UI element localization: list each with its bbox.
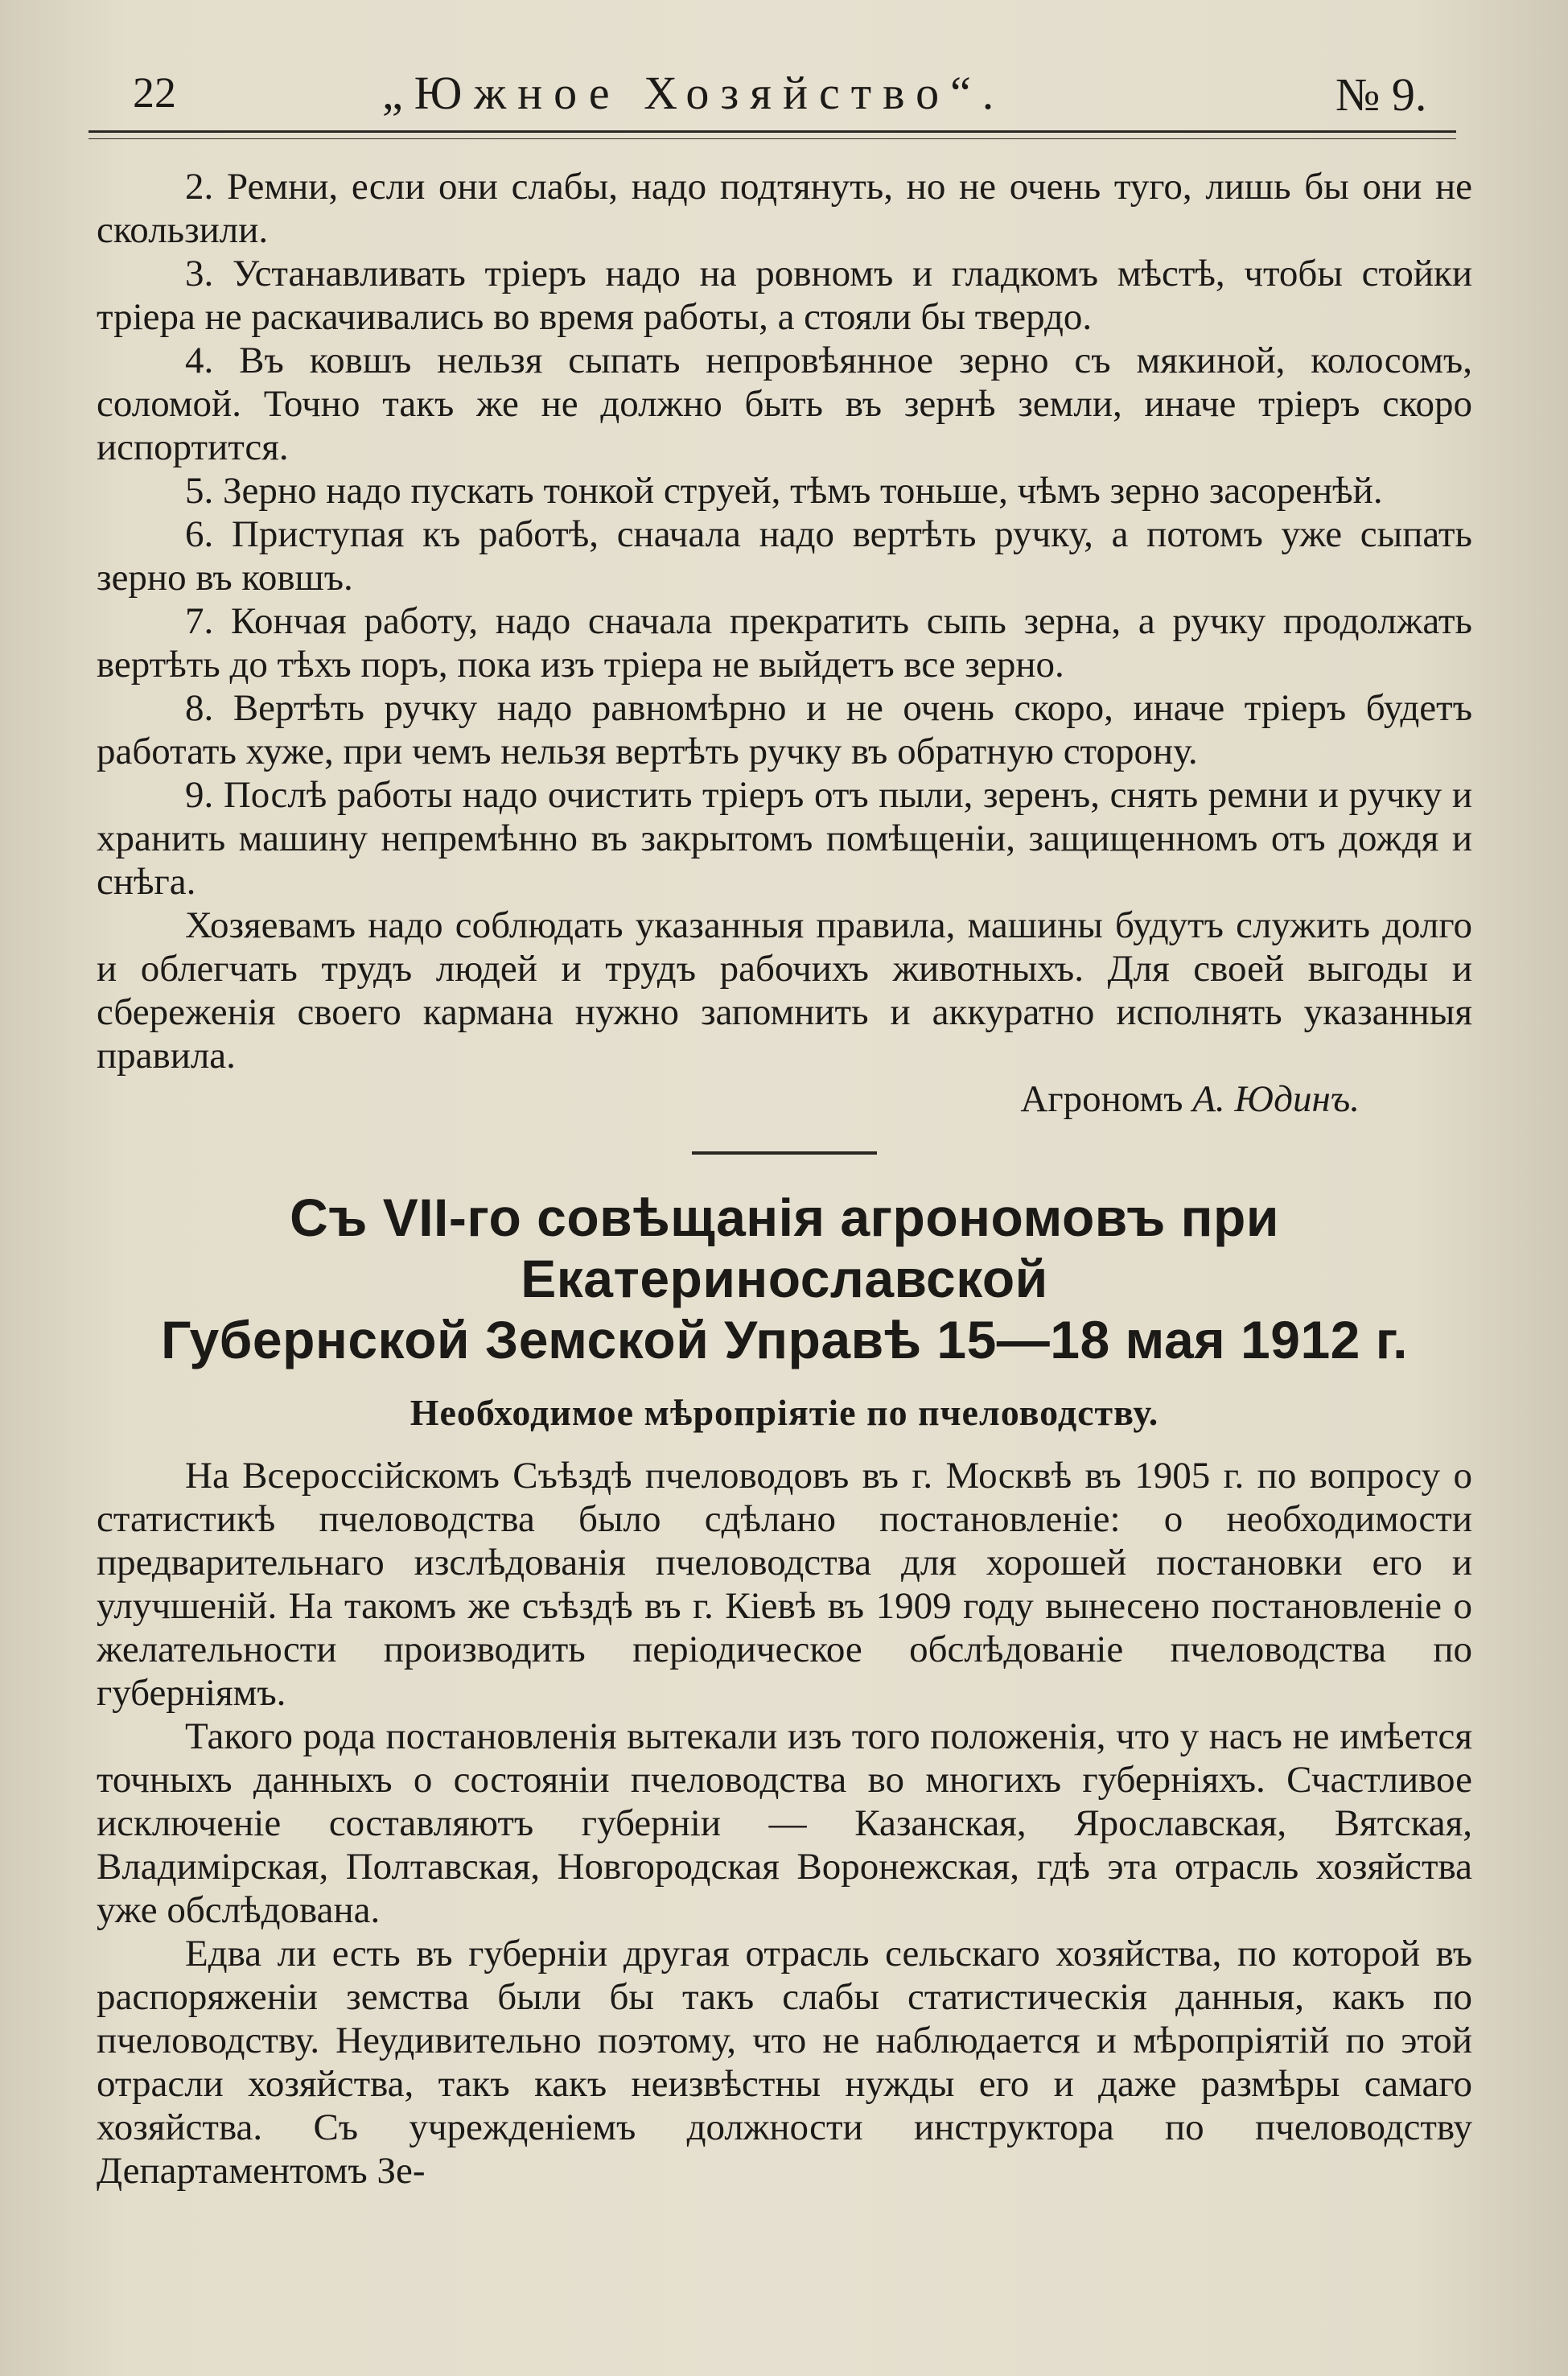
list-item: 3. Устанавливать тріеръ надо на ровномъ и гладкомъ мѣстѣ, чтобы стойки тріера не раскачивались во время работы, а стояли бы твердо. — [97, 253, 1472, 338]
list-item: 2. Ремни, если они слабы, надо подтянуть, но не очень туго, лишь бы они не скользили. — [97, 166, 1472, 251]
paragraph: Такого рода постановленія вытекали изъ того положенія, что у насъ не имѣется точныхъ данныхъ о состояніи пчеловодства во многихъ губерніяхъ. Счастливое исключеніе составляютъ губерніи — Казанская, Ярославская, Вятская, Владимірская, Полтавская, Новгородская Воронежская, гдѣ эта отрасль хозяйства уже обслѣдована. — [97, 1715, 1472, 1931]
paragraph: Едва ли есть въ губерніи другая отрасль сельскаго хозяйства, по которой въ распоряженіи земства были бы такъ слабы статистическія данныя, какъ по пчеловодству. Неудивительно поэтому, что не наблюдается и мѣропріятій по этой отрасли хозяйства, такъ какъ неизвѣстны нужды его и даже размѣры самаго хозяйства. Съ учрежденіемъ должности инструктора по пчеловодству Департаментомъ Зе- — [97, 1933, 1472, 2192]
running-header — [88, 63, 1456, 127]
list-item: 9. Послѣ работы надо очистить тріеръ отъ пыли, зеренъ, снять ремни и ручку и хранить машину непремѣнно въ закрытомъ помѣщеніи, защищенномъ отъ дождя и снѣга. — [97, 774, 1472, 903]
journal-title: „Южное Хозяйство“. — [382, 67, 1006, 119]
paragraph: На Всероссійскомъ Съѣздѣ пчеловодовъ въ г. Москвѣ въ 1905 г. по вопросу о статистикѣ пчеловодства было сдѣлано постановленіе: о необходимости предварительнаго изслѣдованія пчеловодства для хорошей постановки его и улучшеній. На такомъ же съѣздѣ въ г. Кіевѣ въ 1909 году вынесено постановленіе о желательности производить періодическое обслѣдованіе пчеловодства по губерніямъ. — [97, 1455, 1472, 1714]
header-rule-thin — [88, 138, 1456, 139]
page-number: 22 — [133, 68, 176, 117]
list-item: 6. Приступая къ работѣ, сначала надо вертѣть ручку, а потомъ уже сыпать зерно въ ковшъ. — [97, 513, 1472, 599]
article-subtitle: Необходимое мѣропріятіе по пчеловодству. — [409, 1392, 1159, 1433]
section-divider — [692, 1151, 877, 1155]
article-title-line-1: Съ VII-го совѣщанія агрономовъ при Екатеринославской — [290, 1188, 1279, 1308]
page-body — [97, 165, 1472, 2193]
header-rule-thick — [88, 130, 1456, 133]
signature — [97, 1077, 1472, 1121]
issue-number: № 9. — [1335, 68, 1427, 121]
list-item: 5. Зерно надо пускать тонкой струей, тѣмъ тоньше, чѣмъ зерно засоренѣй. — [185, 470, 1383, 512]
list-item: 8. Вертѣть ручку надо равномѣрно и не очень скоро, иначе тріеръ будетъ работать хуже, при чемъ нельзя вертѣть ручку въ обратную сторону. — [97, 687, 1472, 772]
signature-name: А. Юдинъ. — [1192, 1078, 1360, 1120]
closing-paragraph: Хозяевамъ надо соблюдать указанныя правила, машины будутъ служить долго и облегчать трудъ людей и трудъ рабочихъ животныхъ. Для своей выгоды и сбереженія своего кармана нужно запомнить и аккуратно исполнять указанныя правила. — [97, 904, 1472, 1077]
article-title-line-2: Губернской Земской Управѣ 15—18 мая 1912 г. — [161, 1310, 1408, 1369]
signature-role: Агрономъ — [1020, 1078, 1183, 1120]
list-item: 4. Въ ковшъ нельзя сыпать непровѣянное зерно съ мякиной, колосомъ, соломой. Точно такъ же не должно быть въ зернѣ земли, иначе тріеръ скоро испортится. — [97, 340, 1472, 468]
list-item: 7. Кончая работу, надо сначала прекратить сыпь зерна, а ручку продолжать вертѣть до тѣхъ поръ, пока изъ тріера не выйдетъ все зерно. — [97, 600, 1472, 686]
